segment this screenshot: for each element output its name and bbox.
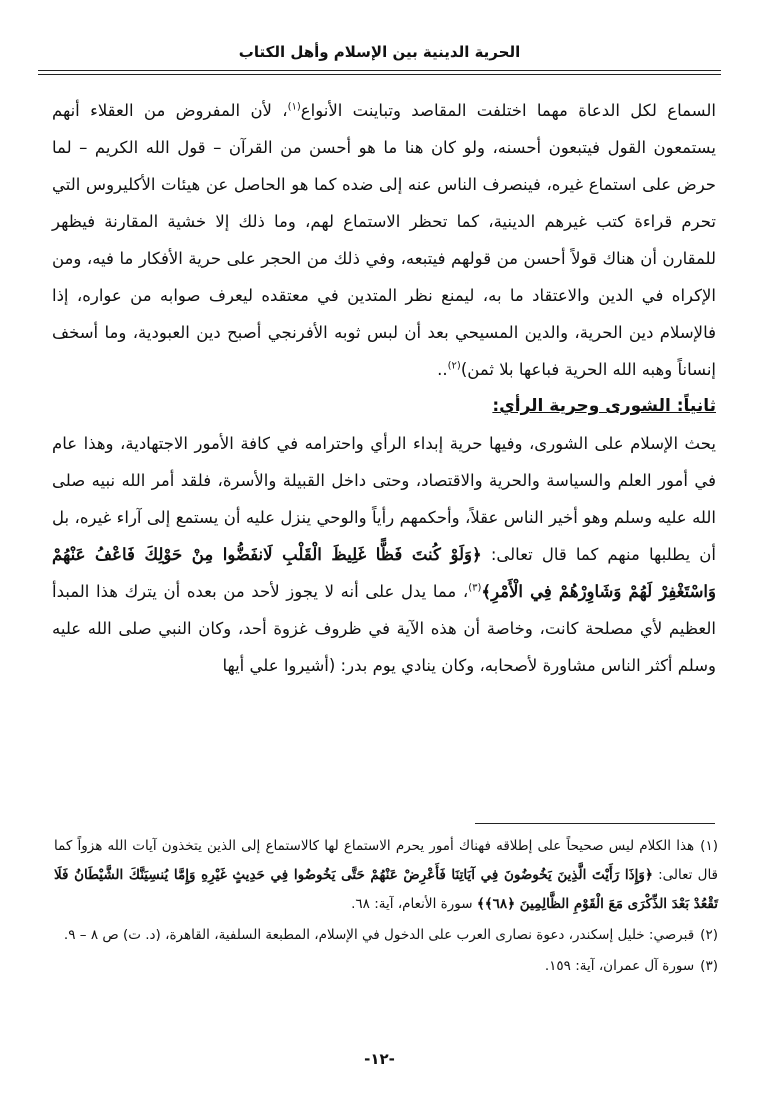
footnote-rule (475, 823, 715, 824)
paragraph-1-continued: ، لأن المفروض من العقلاء أنهم يستمعون القول فيتبعون أحسنه، ولو كان هنا ما هو أحسن من القرآن – قول الله الكريم – لما حرض على استماع غيره، فينصرف الناس عنه إلى ضده كما هو الحاصل عن هيئات الأكليروس التي تحرم قراءة كتب غيرهم الدينية، كما تحظر الاستماع لهم، وما ذلك إلا خشية المقارنة فيظهر للمقارن أن هناك قولاً أحسن من قولهم فيتبعه، وفي ذلك من الحجر على حرية الأفكار ما فيه، ومن الإكراه في الدين والاعتقاد ما به، ليمنع نظر المتدين في معتقده ليعرف صوابه من عواره، إذا فالإسلام دين الحرية، والدين المسيحي بعد أن لبس ثوبه الأفرنجي أصبح دين العبودية، وما أسخف إنساناً وهبه الله الحرية فباعها بلا ثمن) (52, 101, 716, 379)
paragraph-1-start: السماع لكل الدعاة مهما اختلفت المقاصد وتباينت الأنواع (300, 101, 716, 120)
page-number: -١٢- (364, 1050, 395, 1068)
footnotes (54, 832, 718, 983)
footnote-2 (54, 921, 718, 950)
paragraph-1 (52, 92, 716, 388)
footnote-ref-1: (١) (287, 101, 301, 113)
footnote-number: (١) (700, 838, 718, 854)
running-header: الحرية الدينية بين الإسلام وأهل الكتاب (238, 43, 521, 61)
section-heading: ثانياً: الشورى وحرية الرأي: (492, 396, 716, 416)
paragraph-2-start: يحث الإسلام على الشورى، وفيها حرية إبداء الرأي واحترامه في كافة الأمور الاجتهادية، وهذا عام في أمور العلم والسياسة والحرية والاقتصاد، وحتى داخل القبيلة والأسرة، فلقد أمر الله نبيه صلى الله عليه وسلم وهو أخير الناس عقلاً، وأحكمهم رأياً والوحي ينزل عليه أن يستمع إلى آراء غيره، بل أن يطلبها منهم كما قال تعالى: (52, 434, 716, 564)
footnote-text: قبرصي: خليل إسكندر، دعوة نصارى العرب على الدخول في الإسلام، المطبعة السلفية، القاهرة، (د. ت) ص ٨ – ٩. (63, 927, 695, 943)
footnote-1 (54, 832, 718, 919)
footnote-number: (٣) (700, 958, 718, 974)
footnote-number: (٢) (700, 927, 718, 943)
footnote-quran-verse: ﴿وَإِذَا رَأَيْتَ الَّذِينَ يَخُوضُونَ فِي آيَاتِنَا فَأَعْرِضْ عَنْهُمْ حَتَّى يَخُوضُوا فِي حَدِيثٍ غَيْرِهِ وَإِمَّا يُنسِيَنَّكَ الشَّيْطَانُ فَلَا تَقْعُدْ بَعْدَ الذِّكْرَى مَعَ الْقَوْمِ الظَّالِمِينَ ﴿٦٨﴾﴾ (54, 867, 718, 912)
footnote-text: هذا الكلام ليس صحيحاً على إطلاقه فهناك أمور يحرم الاستماع لها كالاستماع إلى الذين يتخذون آيات الله هزواً كما قال تعالى: (54, 838, 719, 883)
footnote-ref-3: (٣) (468, 582, 482, 594)
main-text (52, 92, 716, 684)
header-rule (38, 70, 721, 75)
paragraph-1-end: .. (437, 360, 448, 379)
footnote-text: سورة آل عمران، آية: ١٥٩. (544, 958, 695, 974)
footnote-text-end: سورة الأنعام، آية: ٦٨. (351, 896, 473, 912)
quran-verse: ﴿وَلَوْ كُنتَ فَظًّا غَلِيظَ الْقَلْبِ لَانفَضُّوا مِنْ حَوْلِكَ فَاعْفُ عَنْهُمْ وَاسْتَغْفِرْ لَهُمْ وَشَاوِرْهُمْ فِي الْأَمْرِ﴾ (52, 545, 716, 601)
footnote-ref-2: (٢) (447, 360, 461, 372)
paragraph-2-end: ، مما يدل على أنه لا يجوز لأحد من بعده أن يترك هذا المبدأ العظيم لأي مصلحة كانت، وخاصة أن هذه الآية في ظروف غزوة أحد، وكان النبي صلى الله عليه وسلم أكثر الناس مشاورة لأصحابه، وكان ينادي يوم بدر: (أشيروا علي أيها (52, 582, 716, 675)
paragraph-2 (52, 425, 716, 684)
footnote-3 (54, 952, 718, 981)
